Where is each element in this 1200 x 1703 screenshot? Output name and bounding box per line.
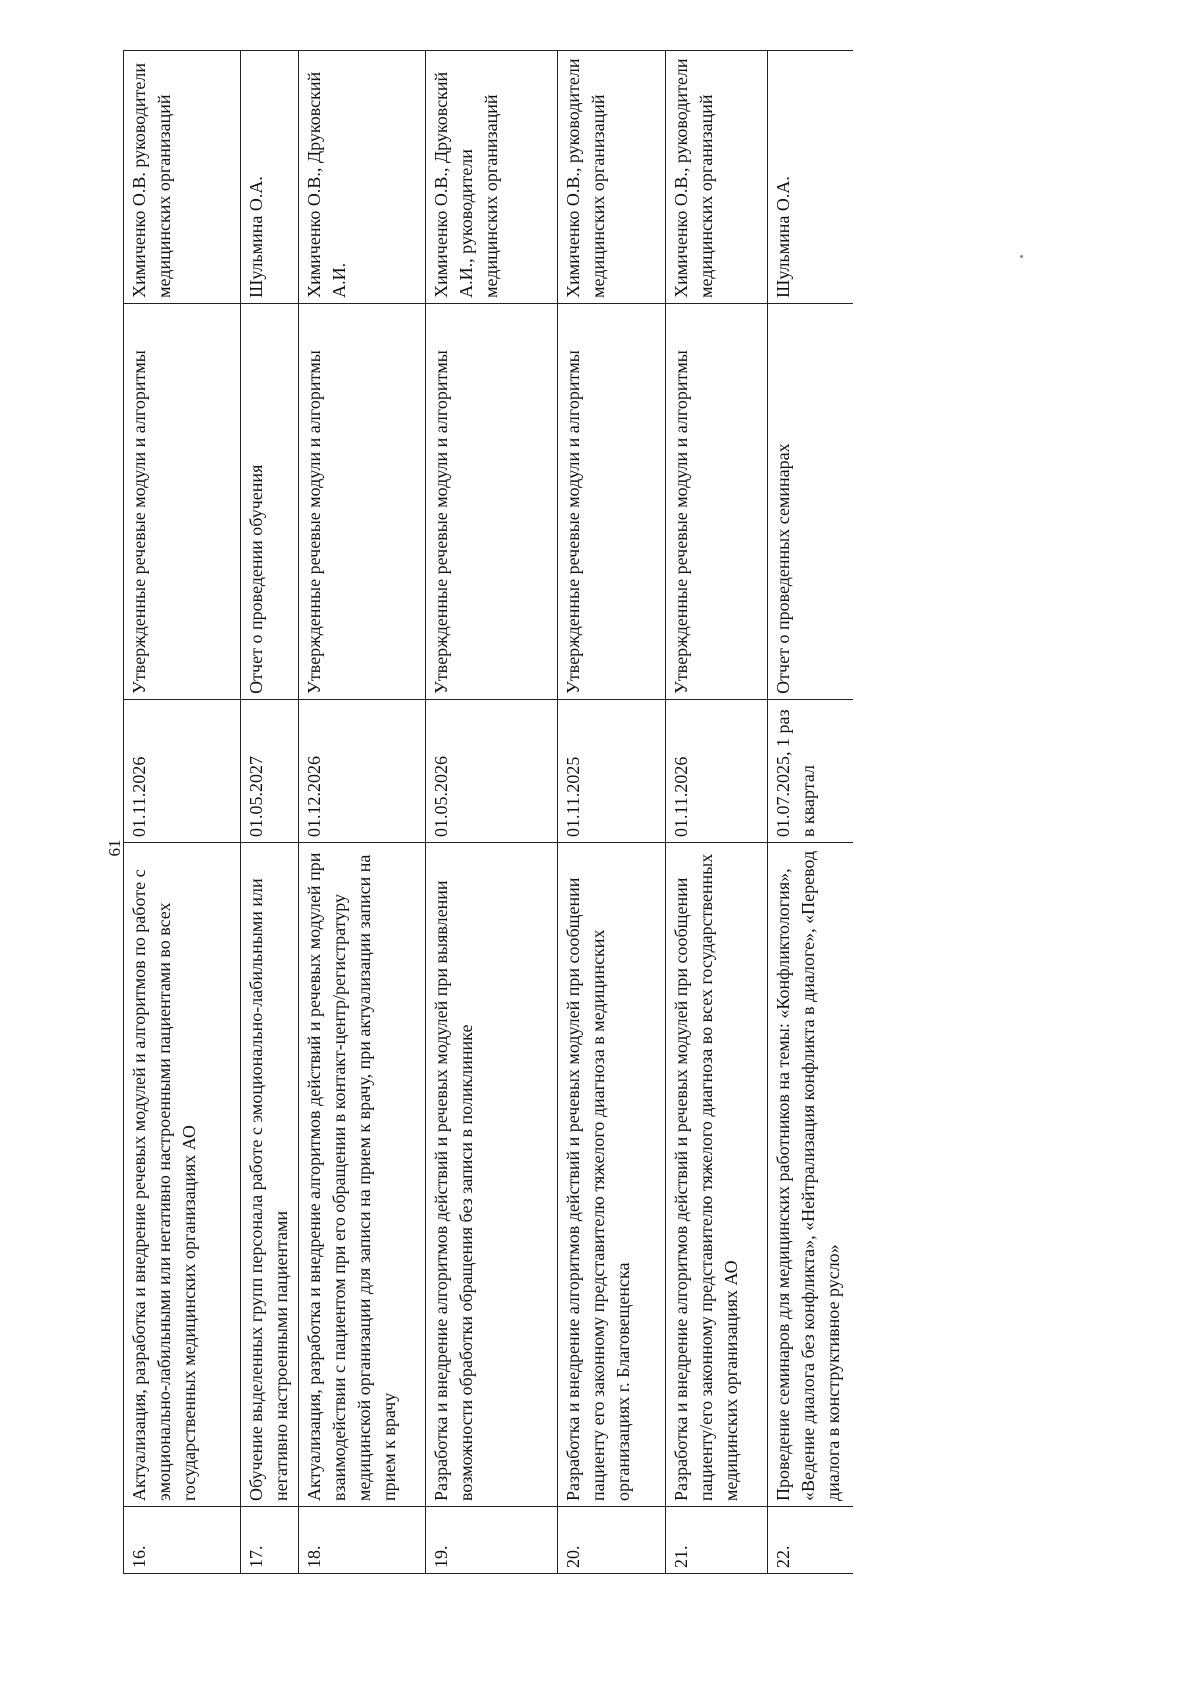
activity-cell: Обучение выделенных групп персонала работе с эмоционально-лабильными или негативно настроенными пациентами	[241, 842, 299, 1506]
result-cell: Утвержденные речевые модули и алгоритмы	[558, 303, 666, 699]
deadline-cell: 01.07.2025, 1 раз в квартал	[768, 699, 854, 842]
scan-speck	[1020, 255, 1023, 258]
table-row	[768, 51, 854, 1574]
activity-cell: Актуализация, разработка и внедрение речевых модулей и алгоритмов по работе с эмоционально-лабильными или негативно настроенными пациентами во всех государственных медицинских организациях АО	[124, 842, 241, 1506]
page-number: 61	[105, 839, 124, 857]
deadline-cell: 01.05.2027	[241, 699, 299, 842]
row-number: 19.	[426, 1507, 558, 1574]
result-cell: Утвержденные речевые модули и алгоритмы	[666, 303, 768, 699]
rotated-table-container	[123, 50, 853, 1574]
row-number: 21.	[666, 1507, 768, 1574]
deadline-cell: 01.12.2026	[299, 699, 426, 842]
responsible-cell: Химиченко О.В., руководители медицинских организаций	[558, 51, 666, 304]
table-row	[124, 51, 241, 1574]
responsible-cell: Химиченко О.В., руководители медицинских организаций	[666, 51, 768, 304]
row-number: 18.	[299, 1507, 426, 1574]
activity-cell: Разработка и внедрение алгоритмов действий и речевых модулей при выявлении возможности обработки обращения без записи в поликлинике	[426, 842, 558, 1506]
responsible-cell: Химиченко О.В., Друковский А.И., руководители медицинских организаций	[426, 51, 558, 304]
table-row	[426, 51, 558, 1574]
row-number: 22.	[768, 1507, 854, 1574]
row-number: 17.	[241, 1507, 299, 1574]
result-cell: Отчет о проведенных семинарах	[768, 303, 854, 699]
result-cell: Утвержденные речевые модули и алгоритмы	[426, 303, 558, 699]
activity-cell: Разработка и внедрение алгоритмов действий и речевых модулей при сообщении пациенту/его законному представителю тяжелого диагноза во всех государственных медицинских организациях АО	[666, 842, 768, 1506]
responsible-cell: Шульмина О.А.	[241, 51, 299, 304]
table-row	[558, 51, 666, 1574]
deadline-cell: 01.11.2026	[666, 699, 768, 842]
responsible-cell: Шульмина О.А.	[768, 51, 854, 304]
deadline-cell: 01.11.2025	[558, 699, 666, 842]
activity-cell: Актуализация, разработка и внедрение алгоритмов действий и речевых модулей при взаимодействии с пациентом при его обращении в контакт-центр/регистратуру медицинской организации для записи на прием к врачу, при актуализации записи на прием к врачу	[299, 842, 426, 1506]
result-cell: Утвержденные речевые модули и алгоритмы	[299, 303, 426, 699]
activity-cell: Разработка и внедрение алгоритмов действий и речевых модулей при сообщении пациенту его законному представителю тяжелого диагноза в медицинских организациях г. Благовещенска	[558, 842, 666, 1506]
action-plan-table	[123, 50, 853, 1574]
row-number: 16.	[124, 1507, 241, 1574]
activity-cell: Проведение семинаров для медицинских работников на темы: «Конфликтология», «Ведение диалога без конфликта», «Нейтрализация конфликта в диалоге», «Перевод диалога в конструктивное русло»	[768, 842, 854, 1506]
result-cell: Утвержденные речевые модули и алгоритмы	[124, 303, 241, 699]
row-number: 20.	[558, 1507, 666, 1574]
table-row	[666, 51, 768, 1574]
result-cell: Отчет о проведении обучения	[241, 303, 299, 699]
responsible-cell: Химиченко О.В. руководители медицинских организаций	[124, 51, 241, 304]
deadline-cell: 01.05.2026	[426, 699, 558, 842]
table-row	[299, 51, 426, 1574]
responsible-cell: Химиченко О.В., Друковский А.И.	[299, 51, 426, 304]
deadline-cell: 01.11.2026	[124, 699, 241, 842]
table-row	[241, 51, 299, 1574]
